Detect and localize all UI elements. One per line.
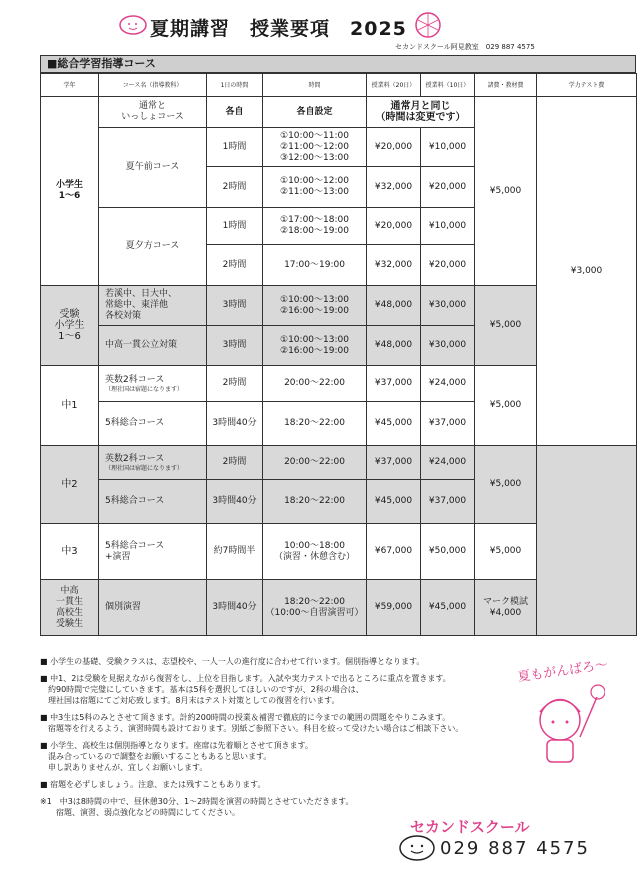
fee10-cell: ¥24,000 — [421, 366, 475, 402]
col-header: 授業料（10日） — [421, 74, 475, 97]
fee20-cell: ¥37,000 — [367, 446, 421, 480]
handwritten-message: 夏もがんばろ〜 — [516, 657, 609, 686]
fee20-cell: ¥32,000 — [367, 167, 421, 208]
hours-cell: 2時間 — [207, 167, 263, 208]
fee10-cell: ¥10,000 — [421, 128, 475, 167]
hours-cell: 1時間 — [207, 128, 263, 167]
fee10-cell: ¥37,000 — [421, 402, 475, 446]
col-header: 学年 — [41, 74, 99, 97]
col-header: 時間 — [263, 74, 367, 97]
fee20-cell: ¥67,000 — [367, 524, 421, 580]
course-note: （理社国は宿題になります） — [105, 464, 184, 472]
course-cell: 若溪中、日大中、 常総中、東洋他 各校対策 — [99, 286, 207, 326]
fee20-cell: ¥45,000 — [367, 402, 421, 446]
hours-cell: 2時間 — [207, 366, 263, 402]
grade-cell: 中1 — [41, 366, 99, 446]
time-cell: ①17:00〜18:00 ②18:00〜19:00 — [263, 208, 367, 245]
fee-cell: 通常月と同じ （時間は変更です） — [367, 97, 475, 128]
course-cell — [99, 366, 207, 402]
page-title: 夏期講習 授業要項 2025 — [150, 18, 407, 40]
course-cell: 個別演習 — [99, 580, 207, 636]
hours-cell: 各自 — [207, 97, 263, 128]
materials-fee-cell: ¥5,000 — [475, 446, 537, 524]
note-item: ■ 小学生の基礎、受験クラスは、志望校や、一人一人の進行度に合わせて行います。個別指導となります。 — [40, 657, 425, 666]
table-row — [41, 446, 637, 480]
test-fee-blank — [537, 446, 637, 636]
table-header-row — [41, 74, 637, 97]
fee10-cell: ¥37,000 — [421, 480, 475, 524]
hours-cell: 1時間 — [207, 208, 263, 245]
grade-cell: 中2 — [41, 446, 99, 524]
time-cell: 20:00〜22:00 — [263, 366, 367, 402]
hours-cell: 3時間 — [207, 326, 263, 366]
fee10-cell: ¥45,000 — [421, 580, 475, 636]
fee20-cell: ¥59,000 — [367, 580, 421, 636]
course-cell: 中高一貫公立対策 — [99, 326, 207, 366]
fee20-cell: ¥45,000 — [367, 480, 421, 524]
col-header: コース名（指導教科） — [99, 74, 207, 97]
fee20-cell: ¥20,000 — [367, 208, 421, 245]
smiley-face-icon — [398, 834, 436, 862]
fee20-cell: ¥48,000 — [367, 326, 421, 366]
time-cell: 各自設定 — [263, 97, 367, 128]
notes-section — [40, 656, 550, 824]
course-cell: 5科総合コース — [99, 480, 207, 524]
time-cell: 10:00〜18:00 （演習・休憩含む） — [263, 524, 367, 580]
grade-cell: 小学生 1〜6 — [41, 97, 99, 286]
test-fee-cell: ¥3,000 — [537, 97, 637, 446]
col-header: 1日の時間 — [207, 74, 263, 97]
col-header: 学力テスト費 — [537, 74, 637, 97]
fee10-cell: ¥10,000 — [421, 208, 475, 245]
hours-cell: 3時間40分 — [207, 580, 263, 636]
time-cell: 18:20〜22:00 — [263, 402, 367, 446]
hours-cell: 3時間 — [207, 286, 263, 326]
materials-fee-cell: ¥5,000 — [475, 286, 537, 366]
note-item: ■ 小学生、高校生は個別指導となります。座席は先着順とさせて頂きます。 混み合っているので調整をお願いすることもあると思います。 申し訳ありませんが、宜しくお願いします。 — [40, 741, 313, 772]
hours-cell: 3時間40分 — [207, 402, 263, 446]
grade-cell: 受験 小学生 1〜6 — [41, 286, 99, 366]
fee10-cell: ¥50,000 — [421, 524, 475, 580]
materials-fee-cell: ¥5,000 — [475, 366, 537, 446]
hours-cell: 約7時間半 — [207, 524, 263, 580]
time-cell: ①10:00〜13:00 ②16:00〜19:00 — [263, 286, 367, 326]
fee20-cell: ¥37,000 — [367, 366, 421, 402]
fee10-cell: ¥30,000 — [421, 286, 475, 326]
fee10-cell: ¥20,000 — [421, 245, 475, 286]
col-header: 諸費・教材費 — [475, 74, 537, 97]
course-cell — [99, 446, 207, 480]
watermelon-icon — [412, 10, 444, 40]
character-illustration-icon — [525, 682, 605, 772]
course-table — [40, 73, 637, 636]
materials-fee-cell: ¥5,000 — [475, 97, 537, 286]
fee20-cell: ¥32,000 — [367, 245, 421, 286]
hours-cell: 3時間40分 — [207, 480, 263, 524]
fee10-cell: ¥24,000 — [421, 446, 475, 480]
table-row — [41, 97, 637, 128]
time-cell: 20:00〜22:00 — [263, 446, 367, 480]
materials-fee-cell: マーク模試 ¥4,000 — [475, 580, 537, 636]
time-cell: 18:20〜22:00 （10:00〜自習演習可） — [263, 580, 367, 636]
note-item: ■ 宿題を必ずしましょう。注意、または残すこともあります。 — [40, 780, 266, 789]
course-cell: 夏夕方コース — [99, 208, 207, 286]
time-cell: 18:20〜22:00 — [263, 480, 367, 524]
course-cell: 5科総合コース — [99, 402, 207, 446]
course-cell: 5科総合コース +演習 — [99, 524, 207, 580]
school-logo-text: セカンドスクール — [410, 818, 530, 836]
smiley-face-icon — [118, 14, 148, 36]
time-cell: 17:00〜19:00 — [263, 245, 367, 286]
note-item: ※1 中3は8時間の中で、昼休憩30分、1〜2時間を演習の時間とさせていただきます。 宿題、演習、弱点強化などの時間にしてください。 — [40, 797, 354, 817]
time-cell: ①10:00〜13:00 ②16:00〜19:00 — [263, 326, 367, 366]
materials-fee-cell: ¥5,000 — [475, 524, 537, 580]
fee20-cell: ¥48,000 — [367, 286, 421, 326]
course-name: 英数2科コース — [105, 374, 165, 385]
school-contact: セカンドスクール阿見教室 029 887 4575 — [395, 43, 535, 51]
course-cell: 夏午前コース — [99, 128, 207, 208]
course-name: 英数2科コース — [105, 453, 165, 464]
note-item: ■ 中1、2は受験を見据えながら復習をし、上位を目指します。入試や実力テストで出るところに重点を置きます。 約90時間で完璧にしていきます。基本は5科を選択してほしいのですが、2科の場合は、 理社国は宿題にてご対応致します。8月末はテスト対策としての復習を行います。 — [40, 674, 451, 705]
time-cell: ①10:00〜12:00 ②11:00〜13:00 — [263, 167, 367, 208]
phone-number: 029 887 4575 — [440, 838, 590, 859]
hours-cell: 2時間 — [207, 245, 263, 286]
course-note: （理社国は宿題になります） — [105, 385, 184, 393]
course-cell: 通常と いっしょコース — [99, 97, 207, 128]
note-item: ■ 中3生は5科のみとさせて頂きます。計約200時間の授業＆補習で徹底的に今までの範囲の問題をやりこみます。 宿題等を行えるよう、演習時間も設けております。別紙ご参照下さい。科目を絞って受けたい場合はご相談下さい。 — [40, 713, 464, 733]
col-header: 授業料（20日） — [367, 74, 421, 97]
fee20-cell: ¥20,000 — [367, 128, 421, 167]
grade-cell: 中高 一貫生 高校生 受験生 — [41, 580, 99, 636]
fee10-cell: ¥20,000 — [421, 167, 475, 208]
section-title: ■総合学習指導コース — [40, 55, 636, 73]
fee10-cell: ¥30,000 — [421, 326, 475, 366]
grade-cell: 中3 — [41, 524, 99, 580]
hours-cell: 2時間 — [207, 446, 263, 480]
time-cell: ①10:00〜11:00 ②11:00〜12:00 ③12:00〜13:00 — [263, 128, 367, 167]
